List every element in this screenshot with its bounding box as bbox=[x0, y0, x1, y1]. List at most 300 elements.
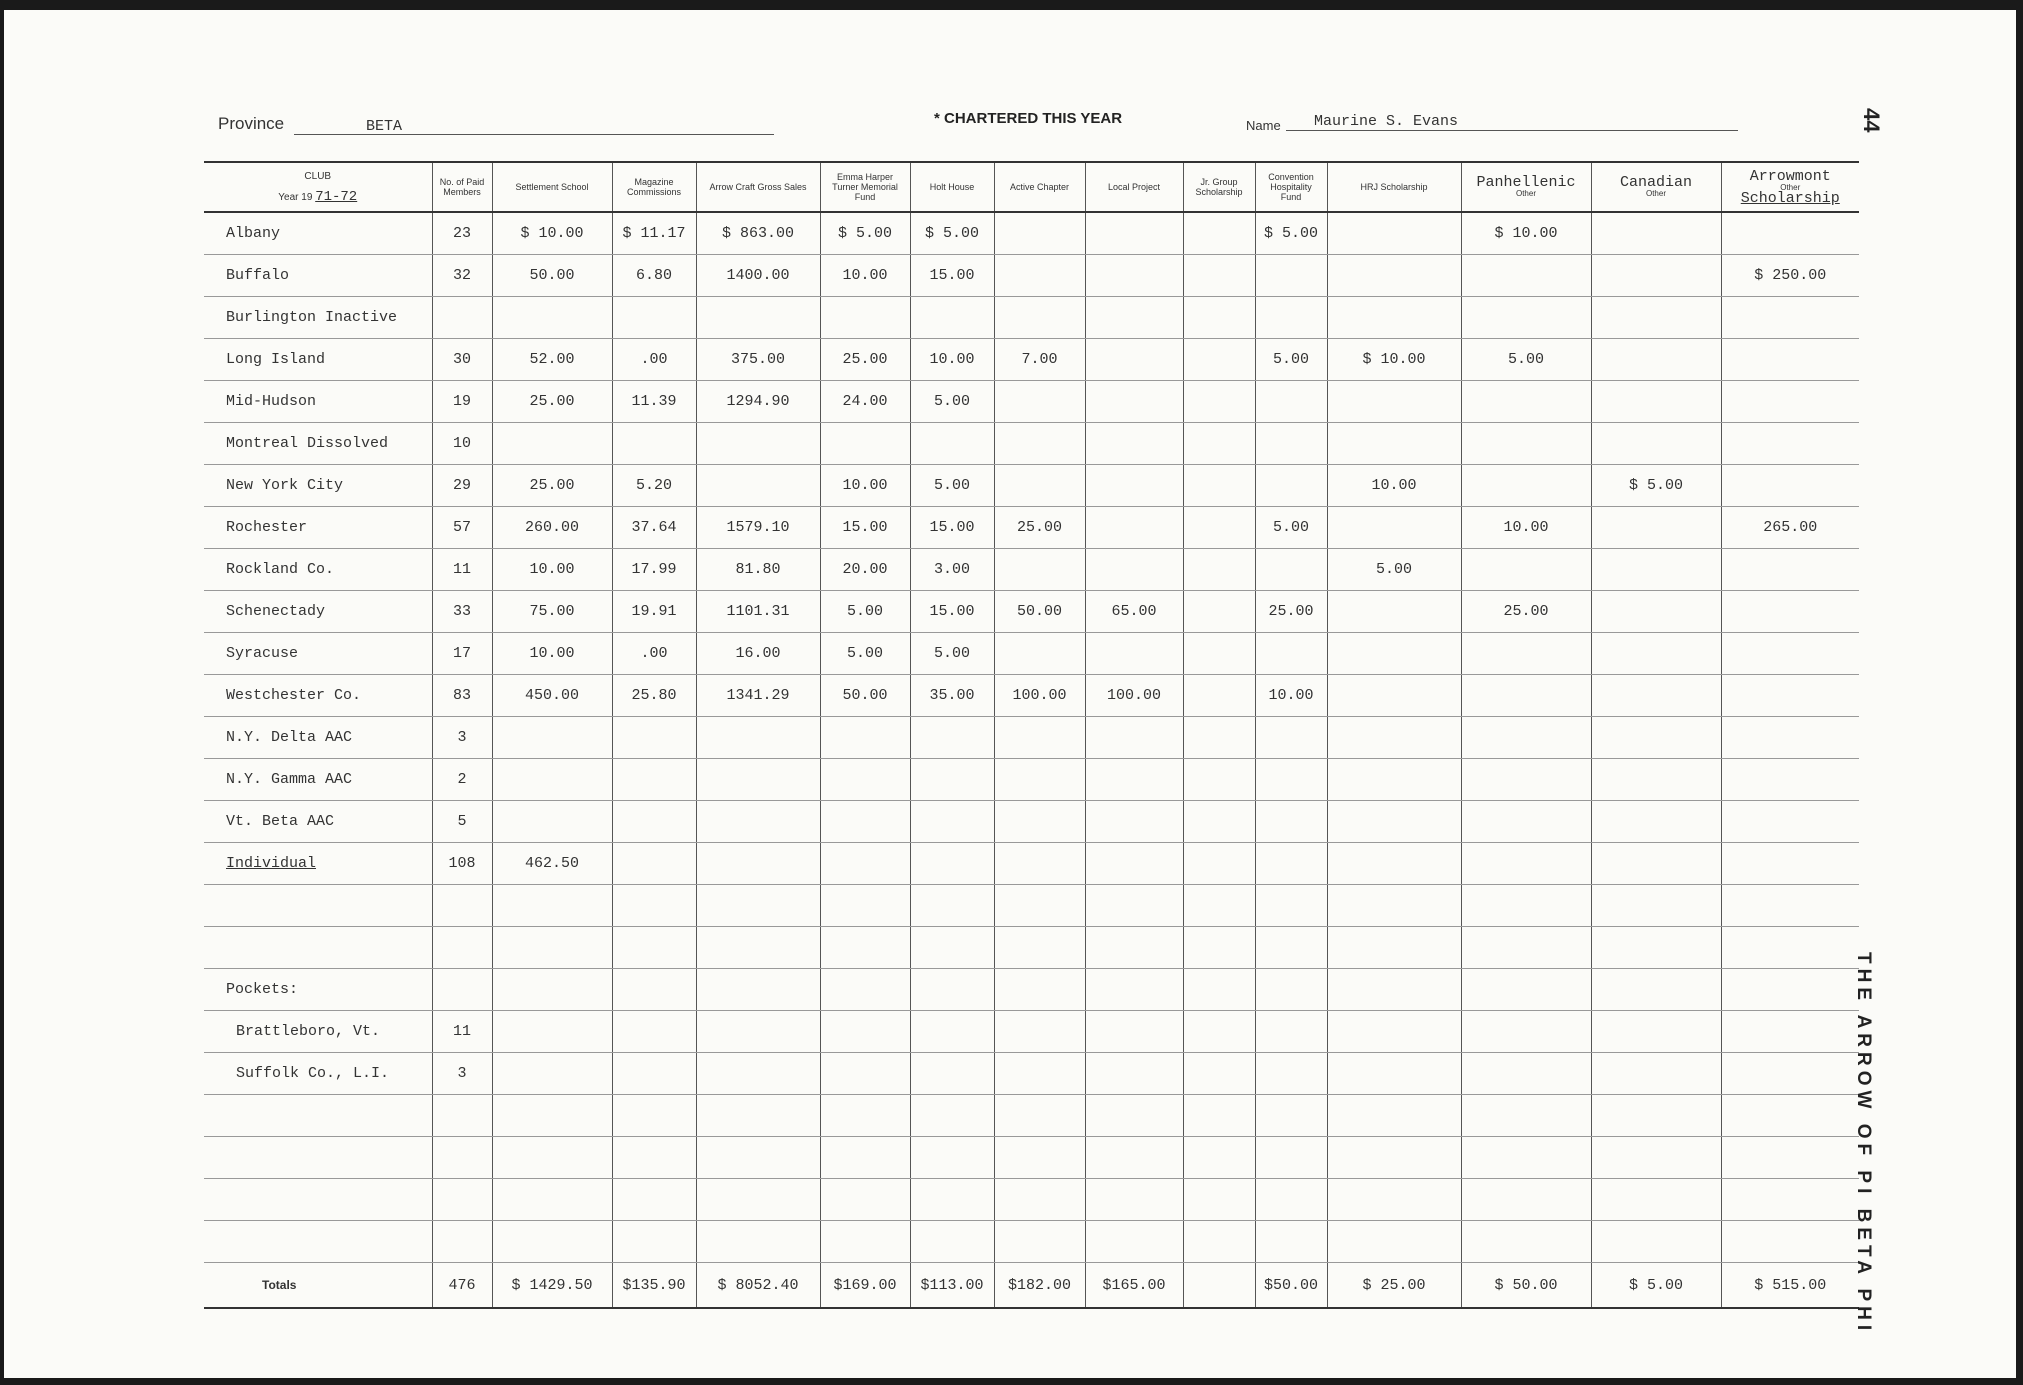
cell-local bbox=[1085, 1179, 1183, 1221]
cell-settlement: 10.00 bbox=[492, 633, 612, 675]
cell-holt bbox=[910, 801, 994, 843]
cell-convention: 25.00 bbox=[1255, 591, 1327, 633]
table-row bbox=[204, 1221, 1859, 1263]
cell-settlement bbox=[492, 927, 612, 969]
club-name-cell: Vt. Beta AAC bbox=[204, 801, 432, 843]
cell-convention bbox=[1255, 1179, 1327, 1221]
page-number: 44 bbox=[1859, 108, 1884, 133]
cell-members: 57 bbox=[432, 507, 492, 549]
cell-panhellenic bbox=[1461, 1011, 1591, 1053]
cell-canadian bbox=[1591, 339, 1721, 381]
col-jr-group: Jr. Group Scholarship bbox=[1183, 162, 1255, 212]
club-name-cell: Individual bbox=[204, 843, 432, 885]
cell-emma bbox=[820, 969, 910, 1011]
total-hrj: $ 25.00 bbox=[1327, 1263, 1461, 1309]
cell-holt bbox=[910, 1053, 994, 1095]
cell-settlement bbox=[492, 297, 612, 339]
cell-jr-group bbox=[1183, 717, 1255, 759]
cell-canadian bbox=[1591, 423, 1721, 465]
club-name-cell: Pockets: bbox=[204, 969, 432, 1011]
total-holt: $113.00 bbox=[910, 1263, 994, 1309]
cell-arrowmont bbox=[1721, 1011, 1859, 1053]
cell-jr-group bbox=[1183, 423, 1255, 465]
cell-emma: $ 5.00 bbox=[820, 212, 910, 255]
cell-arrowmont bbox=[1721, 1179, 1859, 1221]
cell-settlement: 52.00 bbox=[492, 339, 612, 381]
table-row bbox=[204, 885, 1859, 927]
table-row bbox=[204, 1011, 1859, 1053]
cell-holt: 5.00 bbox=[910, 465, 994, 507]
cell-hrj bbox=[1327, 927, 1461, 969]
cell-hrj bbox=[1327, 717, 1461, 759]
cell-emma: 10.00 bbox=[820, 255, 910, 297]
col-emma-harper: Emma Harper Turner Memorial Fund bbox=[820, 162, 910, 212]
cell-hrj bbox=[1327, 1137, 1461, 1179]
cell-magazine bbox=[612, 1053, 696, 1095]
cell-magazine bbox=[612, 1095, 696, 1137]
cell-magazine: .00 bbox=[612, 339, 696, 381]
cell-holt: 15.00 bbox=[910, 507, 994, 549]
cell-emma: 25.00 bbox=[820, 339, 910, 381]
table-body bbox=[204, 212, 1859, 1308]
cell-panhellenic bbox=[1461, 255, 1591, 297]
side-title: THE ARROW OF PI BETA PHI bbox=[1853, 952, 1874, 1336]
cell-canadian bbox=[1591, 381, 1721, 423]
cell-jr-group bbox=[1183, 255, 1255, 297]
cell-arrowmont bbox=[1721, 381, 1859, 423]
cell-hrj bbox=[1327, 255, 1461, 297]
total-local: $165.00 bbox=[1085, 1263, 1183, 1309]
cell-panhellenic bbox=[1461, 759, 1591, 801]
club-name-cell bbox=[204, 1179, 432, 1221]
col-convention: Convention Hospitality Fund bbox=[1255, 162, 1327, 212]
panhellenic-sub: Other bbox=[1515, 189, 1536, 198]
cell-active bbox=[994, 927, 1085, 969]
cell-settlement bbox=[492, 1179, 612, 1221]
cell-local bbox=[1085, 212, 1183, 255]
cell-emma bbox=[820, 423, 910, 465]
cell-panhellenic: 25.00 bbox=[1461, 591, 1591, 633]
cell-canadian bbox=[1591, 759, 1721, 801]
club-name-cell: Suffolk Co., L.I. bbox=[204, 1053, 432, 1095]
cell-active: 50.00 bbox=[994, 591, 1085, 633]
cell-settlement bbox=[492, 1053, 612, 1095]
cell-holt bbox=[910, 759, 994, 801]
cell-convention bbox=[1255, 549, 1327, 591]
cell-local: 100.00 bbox=[1085, 675, 1183, 717]
cell-emma: 15.00 bbox=[820, 507, 910, 549]
cell-convention: $ 5.00 bbox=[1255, 212, 1327, 255]
cell-jr-group bbox=[1183, 969, 1255, 1011]
col-members: No. of Paid Members bbox=[432, 162, 492, 212]
table-row bbox=[204, 843, 1859, 885]
total-settlement: $ 1429.50 bbox=[492, 1263, 612, 1309]
cell-hrj bbox=[1327, 381, 1461, 423]
cell-panhellenic bbox=[1461, 465, 1591, 507]
cell-convention bbox=[1255, 381, 1327, 423]
cell-settlement: 25.00 bbox=[492, 381, 612, 423]
cell-hrj bbox=[1327, 1179, 1461, 1221]
cell-arrow-craft bbox=[696, 969, 820, 1011]
cell-convention bbox=[1255, 1221, 1327, 1263]
cell-arrowmont bbox=[1721, 549, 1859, 591]
cell-members: 23 bbox=[432, 212, 492, 255]
cell-arrow-craft bbox=[696, 465, 820, 507]
province-underline bbox=[294, 134, 774, 135]
cell-hrj bbox=[1327, 507, 1461, 549]
cell-panhellenic bbox=[1461, 633, 1591, 675]
cell-holt: 15.00 bbox=[910, 591, 994, 633]
cell-magazine bbox=[612, 1137, 696, 1179]
cell-emma bbox=[820, 1053, 910, 1095]
cell-jr-group bbox=[1183, 549, 1255, 591]
cell-members: 32 bbox=[432, 255, 492, 297]
club-name-cell: Schenectady bbox=[204, 591, 432, 633]
table-header-row bbox=[204, 162, 1859, 212]
totals-row bbox=[204, 1263, 1859, 1309]
table-row bbox=[204, 969, 1859, 1011]
cell-hrj: $ 10.00 bbox=[1327, 339, 1461, 381]
cell-hrj: 5.00 bbox=[1327, 549, 1461, 591]
table-row bbox=[204, 297, 1859, 339]
cell-hrj bbox=[1327, 1011, 1461, 1053]
cell-arrowmont bbox=[1721, 465, 1859, 507]
total-emma: $169.00 bbox=[820, 1263, 910, 1309]
cell-local bbox=[1085, 465, 1183, 507]
cell-members bbox=[432, 1137, 492, 1179]
table-row bbox=[204, 1095, 1859, 1137]
cell-holt: 5.00 bbox=[910, 381, 994, 423]
cell-panhellenic bbox=[1461, 1053, 1591, 1095]
cell-active bbox=[994, 885, 1085, 927]
cell-arrowmont bbox=[1721, 1053, 1859, 1095]
cell-settlement: 10.00 bbox=[492, 549, 612, 591]
cell-settlement: 50.00 bbox=[492, 255, 612, 297]
cell-settlement: 260.00 bbox=[492, 507, 612, 549]
cell-convention bbox=[1255, 843, 1327, 885]
cell-jr-group bbox=[1183, 843, 1255, 885]
cell-magazine bbox=[612, 423, 696, 465]
cell-canadian bbox=[1591, 1221, 1721, 1263]
cell-active bbox=[994, 465, 1085, 507]
cell-convention bbox=[1255, 801, 1327, 843]
cell-local bbox=[1085, 1221, 1183, 1263]
cell-jr-group bbox=[1183, 633, 1255, 675]
cell-jr-group bbox=[1183, 297, 1255, 339]
cell-magazine bbox=[612, 297, 696, 339]
cell-magazine bbox=[612, 759, 696, 801]
cell-convention bbox=[1255, 927, 1327, 969]
cell-local bbox=[1085, 381, 1183, 423]
cell-canadian bbox=[1591, 885, 1721, 927]
col-local-project: Local Project bbox=[1085, 162, 1183, 212]
cell-convention bbox=[1255, 1011, 1327, 1053]
cell-hrj bbox=[1327, 1221, 1461, 1263]
total-canadian: $ 5.00 bbox=[1591, 1263, 1721, 1309]
total-arrow-craft: $ 8052.40 bbox=[696, 1263, 820, 1309]
cell-hrj bbox=[1327, 801, 1461, 843]
cell-active: 25.00 bbox=[994, 507, 1085, 549]
cell-convention bbox=[1255, 423, 1327, 465]
cell-arrow-craft bbox=[696, 297, 820, 339]
cell-hrj bbox=[1327, 1095, 1461, 1137]
club-name-cell: Burlington Inactive bbox=[204, 297, 432, 339]
cell-local bbox=[1085, 423, 1183, 465]
cell-active bbox=[994, 381, 1085, 423]
cell-active bbox=[994, 423, 1085, 465]
cell-jr-group bbox=[1183, 507, 1255, 549]
cell-settlement bbox=[492, 885, 612, 927]
province-label: Province bbox=[218, 114, 285, 133]
cell-holt bbox=[910, 423, 994, 465]
cell-active bbox=[994, 1095, 1085, 1137]
club-name-cell: Mid-Hudson bbox=[204, 381, 432, 423]
cell-convention bbox=[1255, 465, 1327, 507]
cell-holt bbox=[910, 1221, 994, 1263]
cell-emma bbox=[820, 1095, 910, 1137]
cell-arrowmont bbox=[1721, 1095, 1859, 1137]
col-magazine: Magazine Commissions bbox=[612, 162, 696, 212]
cell-jr-group bbox=[1183, 801, 1255, 843]
cell-arrowmont bbox=[1721, 212, 1859, 255]
cell-arrow-craft: 1579.10 bbox=[696, 507, 820, 549]
table-row bbox=[204, 633, 1859, 675]
cell-panhellenic bbox=[1461, 1137, 1591, 1179]
cell-arrowmont bbox=[1721, 759, 1859, 801]
cell-emma: 50.00 bbox=[820, 675, 910, 717]
club-name-cell: Long Island bbox=[204, 339, 432, 381]
cell-emma bbox=[820, 843, 910, 885]
cell-jr-group bbox=[1183, 381, 1255, 423]
cell-arrow-craft bbox=[696, 1221, 820, 1263]
cell-holt: 15.00 bbox=[910, 255, 994, 297]
cell-arrow-craft bbox=[696, 423, 820, 465]
cell-local bbox=[1085, 969, 1183, 1011]
cell-emma bbox=[820, 297, 910, 339]
cell-arrowmont bbox=[1721, 969, 1859, 1011]
cell-arrow-craft: 1101.31 bbox=[696, 591, 820, 633]
cell-canadian bbox=[1591, 633, 1721, 675]
cell-settlement: $ 10.00 bbox=[492, 212, 612, 255]
cell-convention bbox=[1255, 1053, 1327, 1095]
cell-settlement: 75.00 bbox=[492, 591, 612, 633]
cell-active bbox=[994, 759, 1085, 801]
cell-canadian bbox=[1591, 801, 1721, 843]
cell-arrow-craft: 16.00 bbox=[696, 633, 820, 675]
name-value: Maurine S. Evans bbox=[1314, 113, 1459, 130]
name-label: Name bbox=[1246, 118, 1281, 133]
cell-arrow-craft bbox=[696, 885, 820, 927]
cell-convention bbox=[1255, 969, 1327, 1011]
cell-canadian bbox=[1591, 591, 1721, 633]
cell-arrow-craft: $ 863.00 bbox=[696, 212, 820, 255]
club-name-cell bbox=[204, 1095, 432, 1137]
cell-jr-group bbox=[1183, 1179, 1255, 1221]
table-row bbox=[204, 423, 1859, 465]
cell-canadian bbox=[1591, 1095, 1721, 1137]
col-holt-house: Holt House bbox=[910, 162, 994, 212]
cell-local bbox=[1085, 927, 1183, 969]
cell-jr-group bbox=[1183, 339, 1255, 381]
cell-emma bbox=[820, 885, 910, 927]
cell-arrow-craft: 1294.90 bbox=[696, 381, 820, 423]
cell-arrow-craft: 1400.00 bbox=[696, 255, 820, 297]
panhellenic-title: Panhellenic bbox=[1476, 174, 1576, 191]
cell-arrowmont bbox=[1721, 423, 1859, 465]
club-name-cell: Buffalo bbox=[204, 255, 432, 297]
cell-members bbox=[432, 927, 492, 969]
cell-emma bbox=[820, 1179, 910, 1221]
cell-holt bbox=[910, 843, 994, 885]
club-name-cell: N.Y. Delta AAC bbox=[204, 717, 432, 759]
cell-active bbox=[994, 1011, 1085, 1053]
cell-canadian bbox=[1591, 843, 1721, 885]
total-magazine: $135.90 bbox=[612, 1263, 696, 1309]
cell-hrj bbox=[1327, 297, 1461, 339]
cell-jr-group bbox=[1183, 212, 1255, 255]
cell-settlement bbox=[492, 1095, 612, 1137]
cell-active: 7.00 bbox=[994, 339, 1085, 381]
cell-canadian bbox=[1591, 507, 1721, 549]
arrowmont-sub: Other bbox=[1780, 182, 1801, 192]
arrowmont-title: Arrowmont bbox=[1749, 167, 1831, 185]
cell-panhellenic bbox=[1461, 1221, 1591, 1263]
table-row bbox=[204, 801, 1859, 843]
cell-holt bbox=[910, 885, 994, 927]
cell-members: 2 bbox=[432, 759, 492, 801]
cell-members: 30 bbox=[432, 339, 492, 381]
cell-local bbox=[1085, 339, 1183, 381]
cell-jr-group bbox=[1183, 885, 1255, 927]
cell-hrj bbox=[1327, 212, 1461, 255]
cell-canadian bbox=[1591, 969, 1721, 1011]
cell-arrowmont bbox=[1721, 339, 1859, 381]
cell-arrow-craft bbox=[696, 1011, 820, 1053]
cell-magazine bbox=[612, 927, 696, 969]
cell-panhellenic bbox=[1461, 549, 1591, 591]
cell-canadian bbox=[1591, 1179, 1721, 1221]
cell-panhellenic bbox=[1461, 843, 1591, 885]
total-panhellenic: $ 50.00 bbox=[1461, 1263, 1591, 1309]
cell-arrow-craft bbox=[696, 927, 820, 969]
cell-members: 17 bbox=[432, 633, 492, 675]
cell-panhellenic bbox=[1461, 1179, 1591, 1221]
cell-holt bbox=[910, 1011, 994, 1053]
total-arrowmont: $ 515.00 bbox=[1721, 1263, 1859, 1309]
cell-active bbox=[994, 212, 1085, 255]
cell-arrow-craft bbox=[696, 843, 820, 885]
cell-local bbox=[1085, 1095, 1183, 1137]
cell-panhellenic: $ 10.00 bbox=[1461, 212, 1591, 255]
table-row bbox=[204, 549, 1859, 591]
cell-convention bbox=[1255, 717, 1327, 759]
table-row bbox=[204, 1053, 1859, 1095]
cell-arrow-craft: 375.00 bbox=[696, 339, 820, 381]
table-row bbox=[204, 381, 1859, 423]
club-name-cell bbox=[204, 885, 432, 927]
cell-arrow-craft bbox=[696, 1137, 820, 1179]
col-panhellenic bbox=[1461, 162, 1591, 212]
cell-hrj: 10.00 bbox=[1327, 465, 1461, 507]
cell-holt bbox=[910, 1179, 994, 1221]
cell-holt: 3.00 bbox=[910, 549, 994, 591]
cell-magazine bbox=[612, 717, 696, 759]
total-members: 476 bbox=[432, 1263, 492, 1309]
cell-convention bbox=[1255, 1137, 1327, 1179]
cell-members: 83 bbox=[432, 675, 492, 717]
cell-magazine: 19.91 bbox=[612, 591, 696, 633]
table-row bbox=[204, 717, 1859, 759]
cell-jr-group bbox=[1183, 591, 1255, 633]
cell-local bbox=[1085, 549, 1183, 591]
year-value: 71-72 bbox=[315, 188, 358, 205]
club-name-cell bbox=[204, 1137, 432, 1179]
table-row bbox=[204, 1179, 1859, 1221]
cell-arrowmont bbox=[1721, 885, 1859, 927]
cell-arrowmont bbox=[1721, 927, 1859, 969]
cell-members bbox=[432, 1221, 492, 1263]
cell-local bbox=[1085, 801, 1183, 843]
year-prefix: Year 19 bbox=[278, 191, 313, 203]
cell-jr-group bbox=[1183, 759, 1255, 801]
cell-panhellenic: 10.00 bbox=[1461, 507, 1591, 549]
cell-members: 33 bbox=[432, 591, 492, 633]
cell-settlement bbox=[492, 423, 612, 465]
club-name-cell: Brattleboro, Vt. bbox=[204, 1011, 432, 1053]
cell-emma bbox=[820, 1137, 910, 1179]
totals-label: Totals bbox=[204, 1263, 432, 1309]
table-row bbox=[204, 675, 1859, 717]
cell-local bbox=[1085, 1137, 1183, 1179]
cell-magazine bbox=[612, 969, 696, 1011]
club-name-cell: Westchester Co. bbox=[204, 675, 432, 717]
cell-members: 3 bbox=[432, 1053, 492, 1095]
name-underline bbox=[1286, 130, 1738, 131]
club-name-cell: Albany bbox=[204, 212, 432, 255]
cell-canadian bbox=[1591, 1053, 1721, 1095]
cell-convention: 5.00 bbox=[1255, 507, 1327, 549]
cell-settlement: 450.00 bbox=[492, 675, 612, 717]
table-row bbox=[204, 759, 1859, 801]
cell-arrow-craft bbox=[696, 1095, 820, 1137]
cell-arrowmont bbox=[1721, 675, 1859, 717]
col-club bbox=[204, 162, 432, 212]
table-row bbox=[204, 212, 1859, 255]
club-name-cell: Rockland Co. bbox=[204, 549, 432, 591]
cell-emma: 10.00 bbox=[820, 465, 910, 507]
cell-magazine: .00 bbox=[612, 633, 696, 675]
cell-local bbox=[1085, 1053, 1183, 1095]
cell-hrj bbox=[1327, 423, 1461, 465]
cell-members: 19 bbox=[432, 381, 492, 423]
cell-active bbox=[994, 1179, 1085, 1221]
cell-magazine bbox=[612, 1179, 696, 1221]
cell-local bbox=[1085, 633, 1183, 675]
table-row bbox=[204, 465, 1859, 507]
chartered-note: * CHARTERED THIS YEAR bbox=[934, 110, 1123, 127]
total-jr-group bbox=[1183, 1263, 1255, 1309]
cell-arrowmont bbox=[1721, 717, 1859, 759]
cell-jr-group bbox=[1183, 465, 1255, 507]
cell-settlement bbox=[492, 1221, 612, 1263]
cell-settlement bbox=[492, 969, 612, 1011]
cell-magazine bbox=[612, 1221, 696, 1263]
cell-hrj bbox=[1327, 885, 1461, 927]
cell-members: 108 bbox=[432, 843, 492, 885]
cell-convention bbox=[1255, 297, 1327, 339]
canadian-title: Canadian bbox=[1619, 174, 1692, 191]
col-hrj: HRJ Scholarship bbox=[1327, 162, 1461, 212]
